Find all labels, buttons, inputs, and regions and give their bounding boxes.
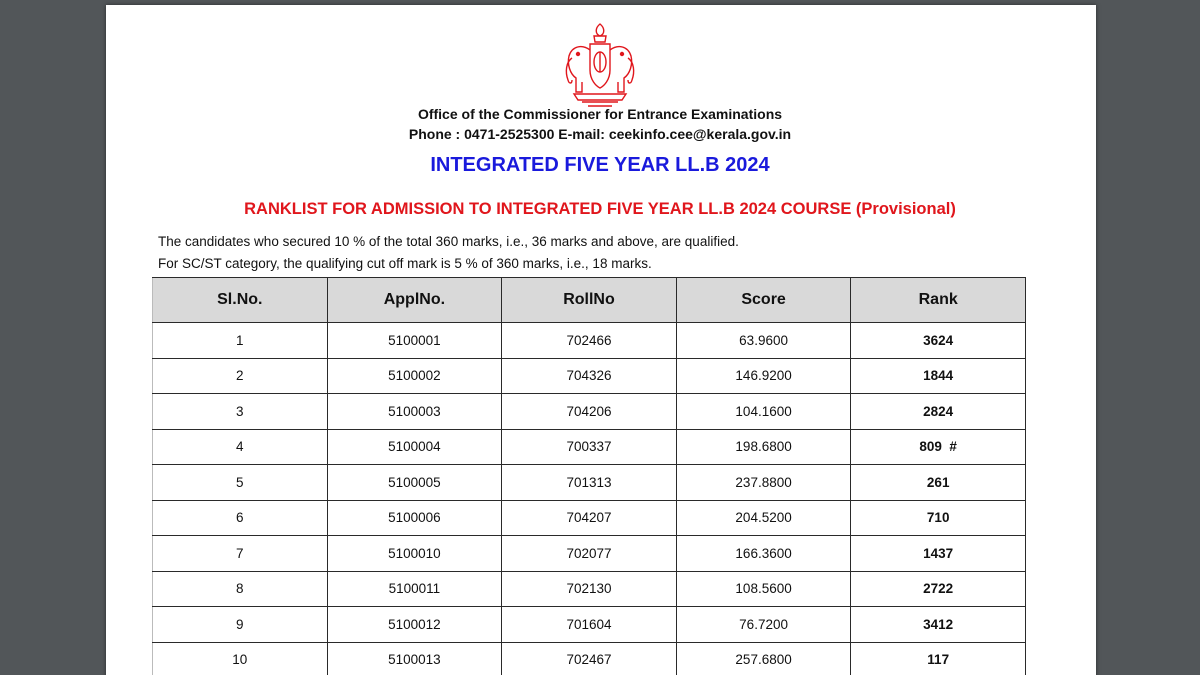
rollno-cell: 702130 — [502, 571, 677, 607]
qualification-note: The candidates who secured 10 % of the total 360 marks, i.e., 36 marks and above, are qualified. — [158, 234, 739, 249]
slno-cell: 7 — [153, 536, 328, 572]
rank-cell: 1844 — [851, 358, 1026, 394]
score-cell: 63.9600 — [676, 323, 851, 359]
applno-cell: 5100006 — [327, 500, 502, 536]
score-cell: 108.5600 — [676, 571, 851, 607]
slno-cell: 5 — [153, 465, 328, 501]
rollno-cell: 702467 — [502, 642, 677, 675]
slno-cell: 4 — [153, 429, 328, 465]
slno-cell: 3 — [153, 394, 328, 430]
table-row — [153, 429, 1026, 465]
table-row — [153, 394, 1026, 430]
table-row — [153, 571, 1026, 607]
column-header-score: Score — [676, 278, 851, 323]
applno-cell: 5100013 — [327, 642, 502, 675]
score-cell: 198.6800 — [676, 429, 851, 465]
rank-cell: 809 # — [851, 429, 1026, 465]
applno-cell: 5100005 — [327, 465, 502, 501]
rank-cell: 2824 — [851, 394, 1026, 430]
table-row — [153, 642, 1026, 675]
rank-cell: 1437 — [851, 536, 1026, 572]
applno-cell: 5100010 — [327, 536, 502, 572]
rollno-cell: 704207 — [502, 500, 677, 536]
office-name: Office of the Commissioner for Entrance Examinations — [417, 106, 783, 122]
kerala-emblem-icon — [560, 22, 640, 110]
column-header-slno: Sl.No. — [153, 278, 328, 323]
column-header-applno: ApplNo. — [327, 278, 502, 323]
course-title: INTEGRATED FIVE YEAR LL.B 2024 — [430, 154, 770, 176]
slno-cell: 6 — [153, 500, 328, 536]
rollno-cell: 702077 — [502, 536, 677, 572]
rank-cell: 710 — [851, 500, 1026, 536]
table-row — [153, 465, 1026, 501]
rank-cell: 3412 — [851, 607, 1026, 643]
column-header-rollno: RollNo — [502, 278, 677, 323]
slno-cell: 10 — [153, 642, 328, 675]
slno-cell: 1 — [153, 323, 328, 359]
office-contact: Phone : 0471-2525300 E-mail: ceekinfo.cee@kerala.gov.in — [408, 126, 792, 142]
rollno-cell: 701604 — [502, 607, 677, 643]
table-row — [153, 500, 1026, 536]
applno-cell: 5100003 — [327, 394, 502, 430]
score-cell: 166.3600 — [676, 536, 851, 572]
scst-note: For SC/ST category, the qualifying cut off mark is 5 % of 360 marks, i.e., 18 marks. — [158, 256, 652, 271]
table-row — [153, 323, 1026, 359]
score-cell: 257.6800 — [676, 642, 851, 675]
ranklist-table — [152, 277, 1026, 675]
rollno-cell: 700337 — [502, 429, 677, 465]
score-cell: 76.7200 — [676, 607, 851, 643]
rollno-cell: 701313 — [502, 465, 677, 501]
rollno-cell: 704326 — [502, 358, 677, 394]
rollno-cell: 702466 — [502, 323, 677, 359]
ranklist-title: RANKLIST FOR ADMISSION TO INTEGRATED FIVE YEAR LL.B 2024 COURSE (Provisional) — [244, 200, 956, 218]
score-cell: 237.8800 — [676, 465, 851, 501]
slno-cell: 9 — [153, 607, 328, 643]
column-header-rank: Rank — [851, 278, 1026, 323]
table-row — [153, 536, 1026, 572]
rank-cell: 261 — [851, 465, 1026, 501]
applno-cell: 5100004 — [327, 429, 502, 465]
score-cell: 146.9200 — [676, 358, 851, 394]
applno-cell: 5100002 — [327, 358, 502, 394]
table-row — [153, 358, 1026, 394]
score-cell: 104.1600 — [676, 394, 851, 430]
slno-cell: 8 — [153, 571, 328, 607]
score-cell: 204.5200 — [676, 500, 851, 536]
table-header-row — [153, 278, 1026, 323]
table-row — [153, 607, 1026, 643]
applno-cell: 5100012 — [327, 607, 502, 643]
rank-cell: 117 — [851, 642, 1026, 675]
slno-cell: 2 — [153, 358, 328, 394]
rank-cell: 2722 — [851, 571, 1026, 607]
rollno-cell: 704206 — [502, 394, 677, 430]
rank-cell: 3624 — [851, 323, 1026, 359]
applno-cell: 5100011 — [327, 571, 502, 607]
applno-cell: 5100001 — [327, 323, 502, 359]
